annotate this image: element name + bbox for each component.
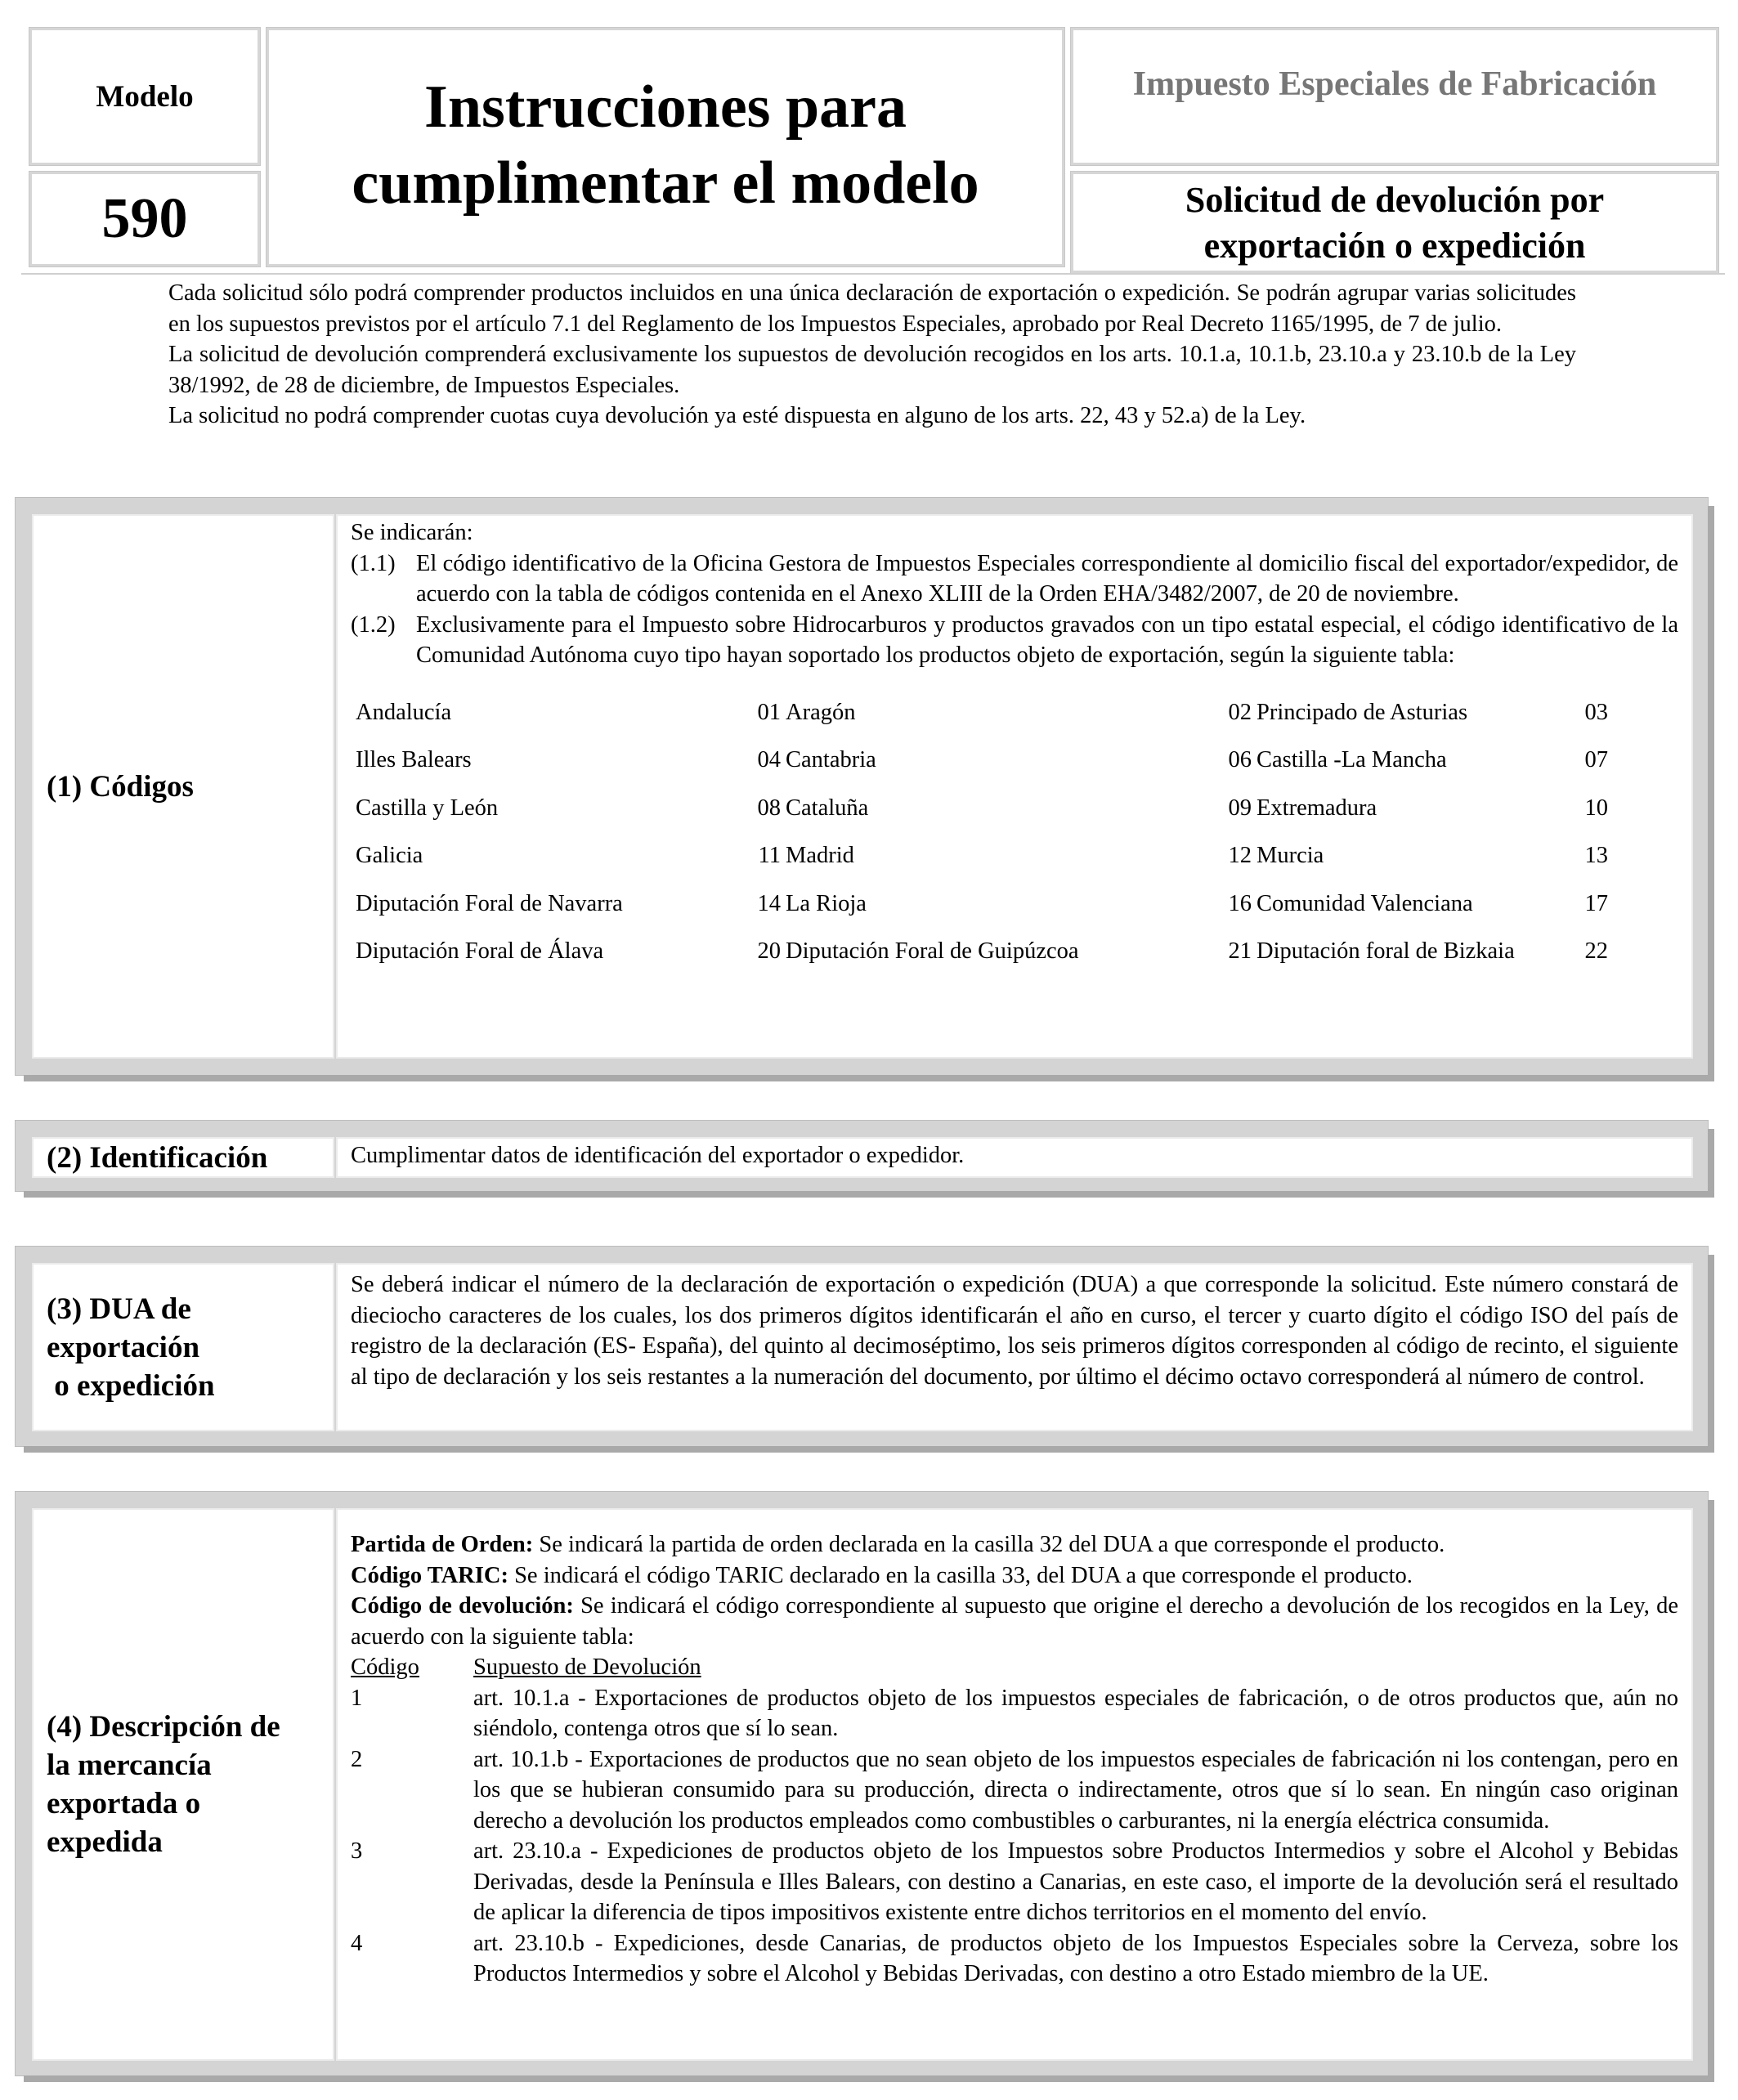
region-code: 03 bbox=[1584, 699, 1608, 725]
codigos-item-2-number: (1.2) bbox=[351, 611, 396, 638]
region-code: 20 bbox=[757, 938, 781, 964]
dua-text: Se deberá indicar el número de la declaración de exportación o expedición (DUA) a que corresponde la solicitud. Este número constará de dieciocho caracteres de los cuales, los dos primeros dígitos identificarán el año en curso, el tercer y cuarto dígito el código ISO del país de registro de la declaración (ES- España), del quinto al decimoséptimo, los seis primeros dígitos corresponden al código de recinto, el siguiente al tipo de declaración y los seis restantes a la numeración del documento, por último el décimo octavo corresponderá al número de control. bbox=[351, 1272, 1678, 1390]
region-code: 12 bbox=[1228, 843, 1252, 868]
region-code: 09 bbox=[1228, 795, 1252, 821]
section-codigos-label bbox=[32, 514, 334, 1059]
devolucion-code: 3 bbox=[351, 1838, 363, 1864]
region-code: 06 bbox=[1228, 747, 1252, 772]
codigos-item-1 bbox=[351, 549, 1678, 610]
devolucion-text: Exportaciones de productos que no sean objeto de los impuestos especiales de fabricación ni los contengan, pero en los que se hubieran consumido para su producción, directa o indirectamente, otros que sí lo sean. En ningún caso originan derecho a devolución los productos empleados como combustibles o carburantes, ni la energía eléctrica consumida. bbox=[473, 1746, 1678, 1834]
section-descripcion bbox=[15, 1491, 1709, 2076]
region-name: Cataluña bbox=[786, 795, 869, 821]
partida-de-orden bbox=[351, 1529, 1678, 1560]
region-codes-table bbox=[356, 697, 1613, 984]
devolucion-article: art. 10.1.b - bbox=[473, 1746, 589, 1772]
codigos-item-2-text: Exclusivamente para el Impuesto sobre Hidrocarburos y productos gravados con un tipo estatal especial, el código identificativo de la Comunidad Autónoma cuyo tipo hayan soportado los productos objeto de exportación, según la siguiente tabla: bbox=[416, 611, 1678, 668]
devolucion-row bbox=[351, 1744, 1678, 1837]
section-descripcion-label-line1: (4) Descripción de bbox=[47, 1710, 280, 1744]
devolucion-code: 4 bbox=[351, 1930, 363, 1956]
page-title-line2: cumplimentar el modelo bbox=[352, 150, 979, 217]
devolucion-desc bbox=[473, 1836, 1678, 1928]
devolucion-row bbox=[351, 1836, 1678, 1928]
codigo-devolucion bbox=[351, 1591, 1678, 1652]
header-divider bbox=[21, 273, 1725, 275]
devolucion-text: Exportaciones de productos objeto de los impuestos especiales de fabricación, o de otros productos que, aún no siéndolo, contenga otros que sí lo sean. bbox=[473, 1685, 1678, 1741]
devolucion-code: 1 bbox=[351, 1685, 363, 1711]
intro-paragraph-3: La solicitud no podrá comprender cuotas cuya devolución ya esté dispuesta en alguno de los arts. 22, 43 y 52.a) de la Ley. bbox=[168, 403, 1306, 428]
modelo-number bbox=[29, 172, 260, 266]
section-descripcion-label bbox=[32, 1508, 334, 2061]
codigos-item-1-text: El código identificativo de la Oficina Gestora de Impuestos Especiales correspondiente al domicilio fiscal del exportador/expedidor, de acuerdo con la tabla de códigos contenida en el Anexo XLIII de la Orden EHA/3482/2007, de 20 de noviembre. bbox=[416, 550, 1678, 607]
section-descripcion-body bbox=[336, 1508, 1693, 2061]
section-dua-label-line1: (3) DUA de bbox=[47, 1292, 191, 1326]
section-identificacion-label-text: (2) Identificación bbox=[47, 1140, 268, 1175]
region-code: 22 bbox=[1584, 938, 1608, 964]
intro-text bbox=[168, 278, 1576, 432]
region-row bbox=[356, 889, 1613, 937]
col-code-header: Código bbox=[351, 1654, 419, 1680]
region-name: Diputación Foral de Navarra bbox=[356, 890, 623, 916]
devolucion-desc bbox=[473, 1683, 1678, 1744]
devolucion-row bbox=[351, 1928, 1678, 1990]
devolucion-text: Expediciones, desde Canarias, de productos objeto de los Impuestos Especiales sobre la Cerveza, sobre los Productos Intermedios y sobre el Alcohol y Bebidas Derivadas, con destino a otro Estado miembro de la UE. bbox=[473, 1930, 1678, 1986]
page-title bbox=[267, 28, 1064, 266]
section-descripcion-label-line4: expedida bbox=[47, 1825, 163, 1859]
region-code: 13 bbox=[1584, 843, 1608, 868]
region-name: Andalucía bbox=[356, 699, 452, 725]
modelo-label bbox=[29, 28, 260, 165]
devolucion-article: art. 23.10.a - bbox=[473, 1838, 607, 1864]
region-name: Cantabria bbox=[786, 747, 876, 772]
devolucion-text: Se indicará el código correspondiente al supuesto que origine el derecho a devolución de los recogidos en la Ley, de acuerdo con la siguiente tabla: bbox=[351, 1593, 1678, 1650]
region-name: Diputación Foral de Álava bbox=[356, 938, 604, 964]
region-name: Extremadura bbox=[1256, 795, 1377, 821]
region-name: Murcia bbox=[1256, 843, 1324, 868]
codigos-item-1-number: (1.1) bbox=[351, 550, 396, 576]
region-name: Galicia bbox=[356, 843, 423, 868]
region-name: Castilla -La Mancha bbox=[1256, 747, 1447, 772]
region-name: Principado de Asturias bbox=[1256, 699, 1468, 725]
form-subtitle bbox=[1071, 172, 1718, 273]
devolucion-article: art. 23.10.b - bbox=[473, 1930, 614, 1956]
section-identificacion-body bbox=[336, 1137, 1693, 1178]
region-code: 07 bbox=[1584, 747, 1608, 772]
region-name: Aragón bbox=[786, 699, 856, 725]
section-descripcion-label-line2: la mercancía bbox=[47, 1749, 212, 1782]
region-code: 14 bbox=[757, 890, 781, 916]
section-dua-body bbox=[336, 1263, 1693, 1431]
section-descripcion-label-line3: exportada o bbox=[47, 1787, 201, 1820]
identificacion-text: Cumplimentar datos de identificación del exportador o expedidor. bbox=[351, 1143, 965, 1168]
section-codigos-body bbox=[336, 514, 1693, 1059]
region-code: 17 bbox=[1584, 890, 1608, 916]
codigos-item-2 bbox=[351, 610, 1678, 671]
section-dua-label bbox=[32, 1263, 334, 1431]
devolucion-desc bbox=[473, 1744, 1678, 1837]
region-name: Illes Balears bbox=[356, 747, 472, 772]
taric-title: Código TARIC: bbox=[351, 1562, 508, 1588]
devolucion-article: art. 10.1.a - bbox=[473, 1685, 595, 1711]
devolucion-table-rows bbox=[351, 1683, 1678, 1990]
region-row bbox=[356, 697, 1613, 746]
partida-text: Se indicará la partida de orden declarada en la casilla 32 del DUA a que corresponde el producto. bbox=[533, 1532, 1445, 1557]
section-identificacion-label bbox=[32, 1137, 334, 1178]
region-row bbox=[356, 793, 1613, 841]
partida-title: Partida de Orden: bbox=[351, 1532, 534, 1557]
section-dua bbox=[15, 1246, 1709, 1447]
form-subtitle-line1: Solicitud de devolución por bbox=[1185, 180, 1605, 220]
region-code: 08 bbox=[757, 795, 781, 821]
region-code: 21 bbox=[1228, 938, 1252, 964]
taric-text: Se indicará el código TARIC declarado en la casilla 33, del DUA a que corresponde el producto. bbox=[508, 1562, 1413, 1588]
col-desc-header: Supuesto de Devolución bbox=[473, 1654, 701, 1680]
region-name: Castilla y León bbox=[356, 795, 499, 821]
modelo-label-text: Modelo bbox=[96, 79, 194, 114]
form-subtitle-line2: exportación o expedición bbox=[1203, 226, 1586, 266]
section-dua-label-line3: o expedición bbox=[47, 1368, 215, 1403]
devolucion-title: Código de devolución: bbox=[351, 1593, 574, 1619]
region-row bbox=[356, 840, 1613, 889]
codigos-lead: Se indicarán: bbox=[351, 520, 473, 545]
region-code: 10 bbox=[1584, 795, 1608, 821]
section-codigos-label-text: (1) Códigos bbox=[47, 769, 194, 804]
intro-paragraph-1: Cada solicitud sólo podrá comprender productos incluidos en una única declaración de exportación o expedición. Se podrán agrupar varias solicitudes en los supuestos previstos por el artículo 7.1 del Reglamento de los Impuestos Especiales, aprobado por Real Decreto 1165/1995, de 7 de julio. bbox=[168, 280, 1576, 337]
tax-name bbox=[1071, 28, 1718, 165]
region-code: 11 bbox=[758, 843, 781, 868]
region-row bbox=[356, 936, 1613, 984]
devolucion-code: 2 bbox=[351, 1746, 363, 1772]
devolucion-table-header bbox=[351, 1652, 1678, 1683]
region-code: 04 bbox=[757, 747, 781, 772]
codigo-taric bbox=[351, 1560, 1678, 1592]
region-name: La Rioja bbox=[786, 890, 867, 916]
page-title-line1: Instrucciones para bbox=[424, 74, 907, 141]
region-name: Diputación foral de Bizkaia bbox=[1256, 938, 1515, 964]
region-code: 16 bbox=[1228, 890, 1252, 916]
region-name: Madrid bbox=[786, 843, 854, 868]
region-name: Diputación Foral de Guipúzcoa bbox=[786, 938, 1079, 964]
region-row bbox=[356, 745, 1613, 793]
section-identificacion bbox=[15, 1120, 1709, 1192]
devolucion-row bbox=[351, 1683, 1678, 1744]
region-code: 02 bbox=[1228, 699, 1252, 725]
devolucion-text: Expediciones de productos objeto de los Impuestos sobre Productos Intermedios y sobre el Alcohol y Bebidas Derivadas, desde la Península e Illes Balears, con destino a Canarias, en este caso, el importe de la devolución será el resultado de aplicar la diferencia de tipos impositivos existente entre dichos territorios en el momento del envío. bbox=[473, 1838, 1679, 1925]
region-code: 01 bbox=[757, 699, 781, 725]
devolucion-desc bbox=[473, 1928, 1678, 1990]
section-dua-label-line2: exportación bbox=[47, 1330, 200, 1364]
modelo-number-text: 590 bbox=[101, 187, 188, 250]
intro-paragraph-2: La solicitud de devolución comprenderá exclusivamente los supuestos de devolución recogidos en los arts. 10.1.a, 10.1.b, 23.10.a y 23.10.b de la Ley 38/1992, de 28 de diciembre, de Impuestos Especiales. bbox=[168, 342, 1576, 398]
region-name: Comunidad Valenciana bbox=[1256, 890, 1473, 916]
section-codigos bbox=[15, 497, 1709, 1076]
tax-name-text: Impuesto Especiales de Fabricación bbox=[1132, 65, 1657, 103]
